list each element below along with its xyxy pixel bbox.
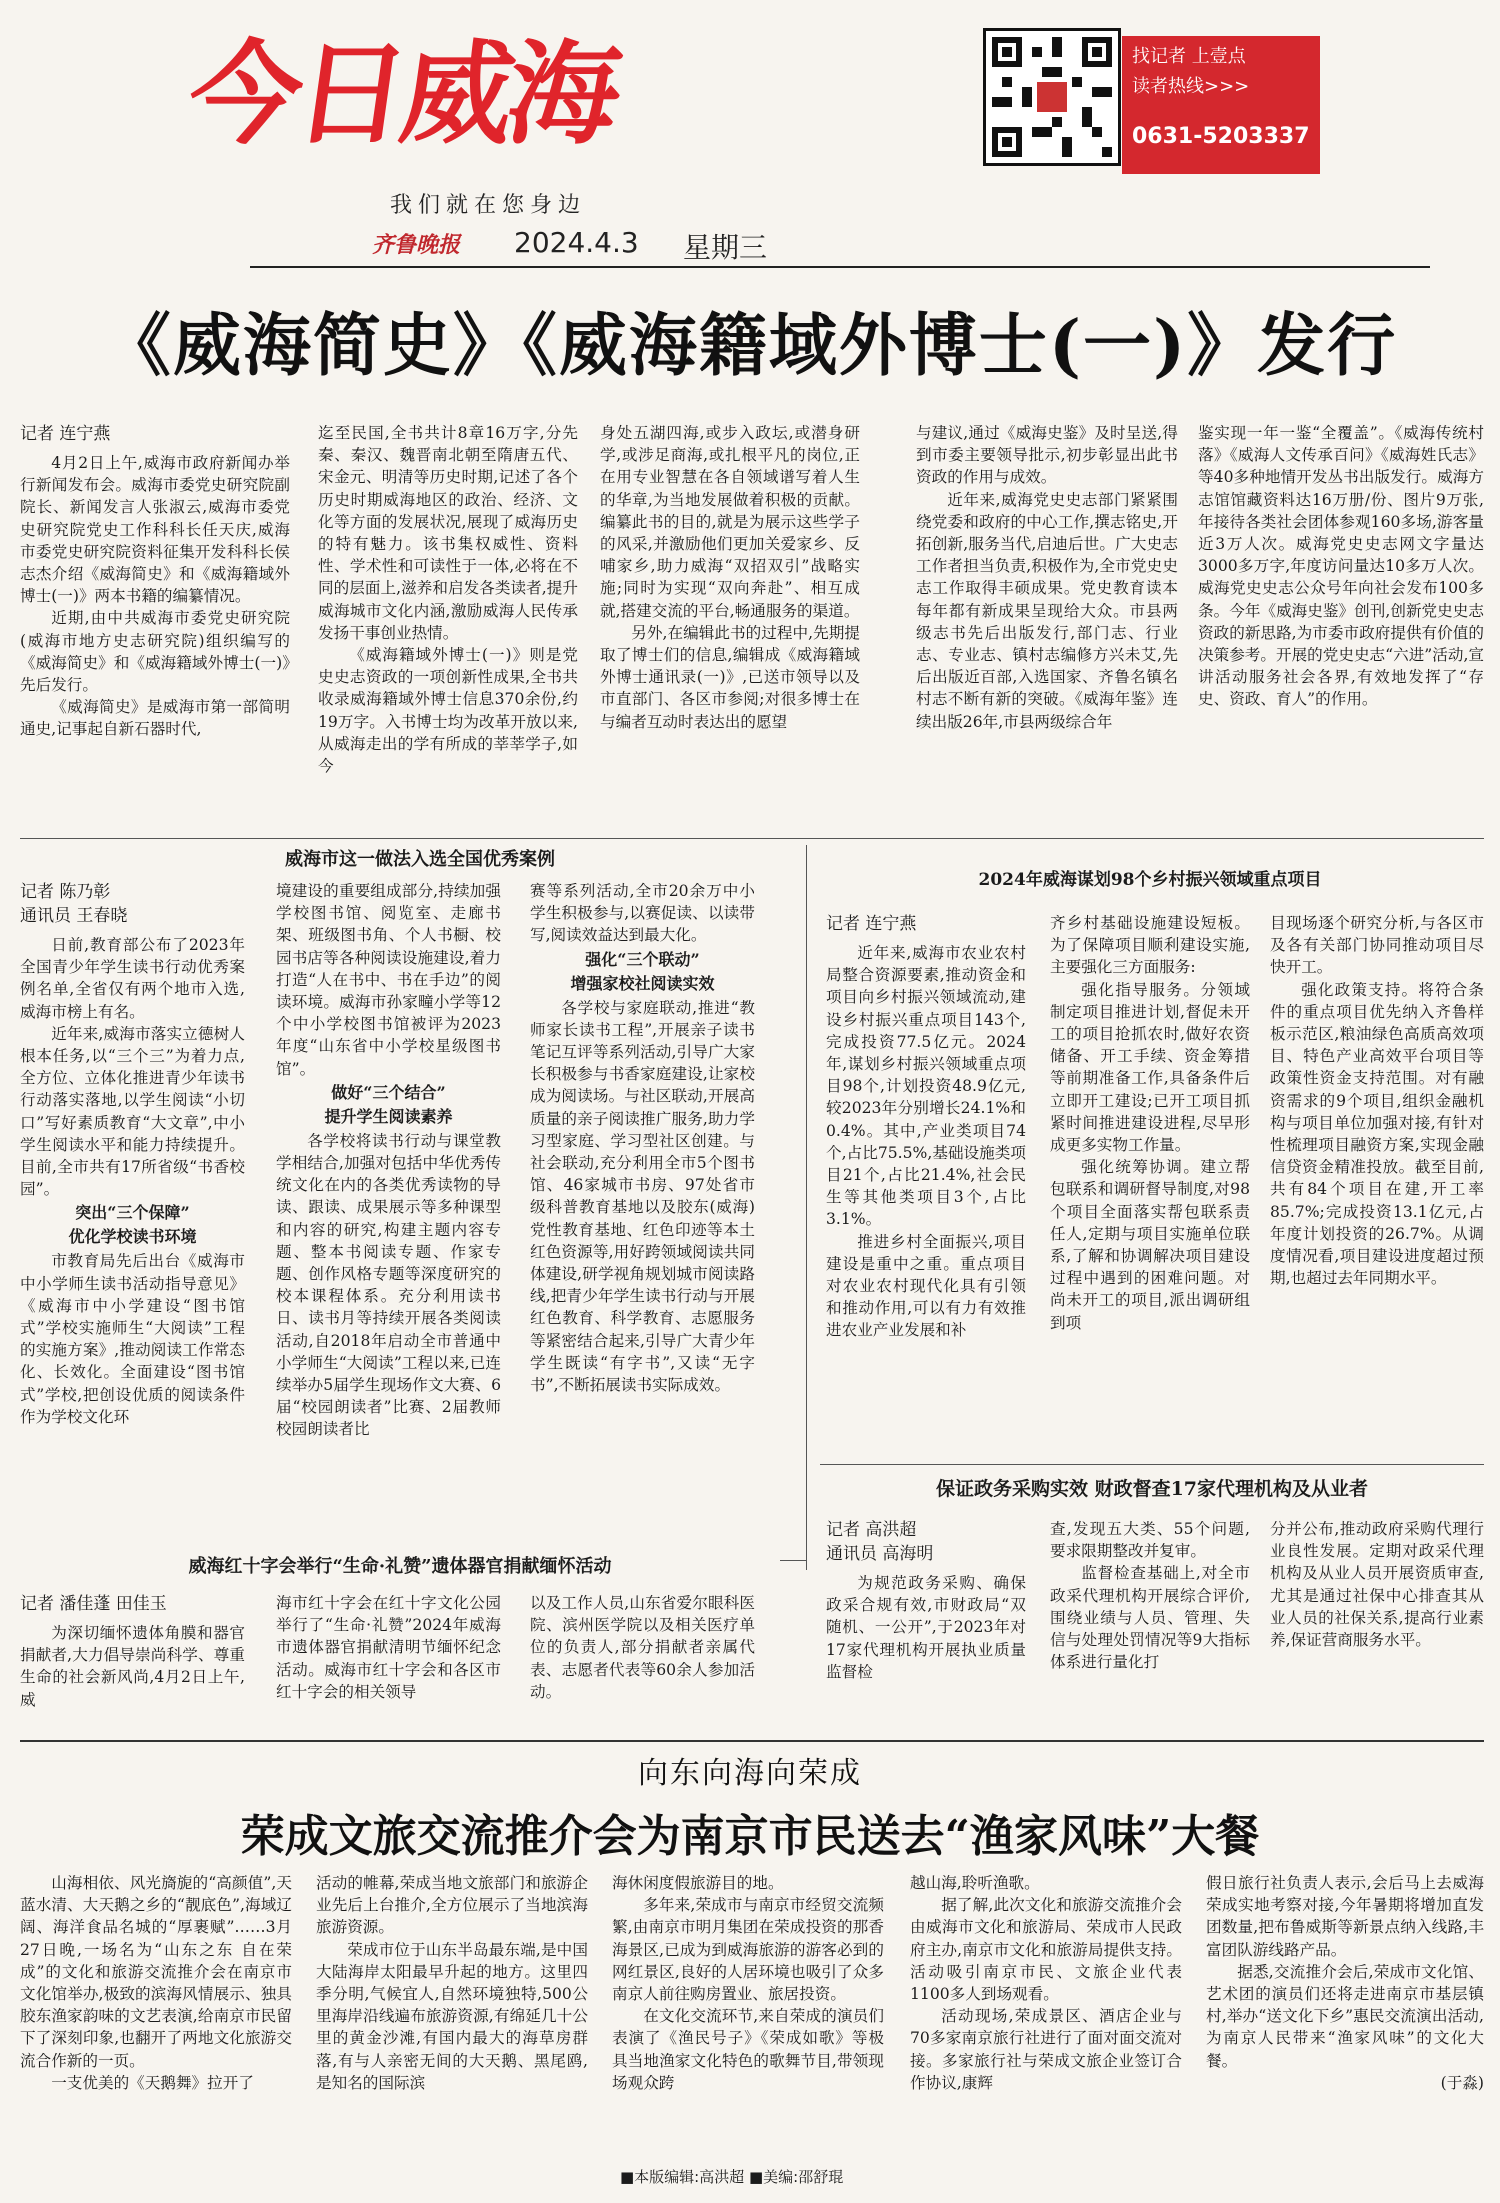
issue-weekday: 星期三 [683, 231, 768, 264]
subheading: 优化学校读书环境 [68, 1227, 197, 1247]
paragraph: 以及工作人员,山东省爱尔眼科医院、滨州医学院以及相关医疗单位的负责人,部分捐献者亲属代表、志愿者代表等60余人参加活动。 [530, 1594, 755, 1701]
paragraph: 目现场逐个研究分析,与各区市及各有关部门协同推动项目尽快开工。 [1270, 914, 1484, 977]
article-1-byline: 记者 连宁燕 [20, 424, 111, 444]
paragraph: 假日旅行社负责人表示,会后马上去威海荣成实地考察对接,今年暑期将增加直发团数量,把布鲁威斯等新景点纳入线路,丰富团队游线路产品。 [1206, 1874, 1484, 1959]
paragraph: 强化政策支持。将符合条件的重点项目优先纳入齐鲁样板示范区,粮油绿色高质高效项目、特色产业高效平台项目等政策性资金支持范围。对有融资需求的9个项目,组织金融机构与项目单位加强对接,有针对性梳理项目融资方案,实现金融信贷资金精准投放。截至目前,共有84个项目在建,开工率85.7%;完成投资13.1亿元,占年度计划投资的26.7%。从调度情况看,项目建设进度超过预期,也超过去年同期水平。 [1270, 980, 1484, 1288]
hotline-line-2: 读者热线>>> [1132, 76, 1250, 97]
paragraph: 多年来,荣成市与南京市经贸交流频繁,由南京市明月集团在荣成投资的那香海景区,已成为到威海旅游的游客必到的网红景区,良好的人居环境也吸引了众多南京人前往购房置业、旅居投资。 [612, 1896, 884, 2004]
divider [20, 1740, 1484, 1742]
paragraph: 强化统筹协调。建立帮包联系和调研督导制度,对98个项目全面落实帮包联系责任人,定期与项目实施单位联系,了解和协调解决项目建设过程中遇到的困难问题。对尚未开工的项目,派出调研组到项 [1050, 1158, 1250, 1332]
paragraph: 另外,在编辑此书的过程中,先期提取了博士们的信息,编辑成《威海籍域外博士通讯录(一)》,已送市领导以及市直部门、各区市参阅;对很多博士在与编者互动时表达出的愿望 [600, 623, 860, 731]
paragraph: 近期,由中共威海市委党史研究院(威海市地方史志研究院)组织编写的《威海简史》和《威海籍域外博士(一)》先后发行。 [20, 609, 290, 695]
qr-code-icon[interactable] [983, 28, 1121, 166]
article-1-col-3 [600, 422, 860, 832]
article-2-byline-2: 通讯员 王春晓 [20, 906, 128, 926]
article-5-col-1 [20, 1592, 245, 1732]
paragraph: 4月2日上午,威海市政府新闻办举行新闻发布会。威海市委党史研究院副院长、新闻发言人张淑云,威海市委党史研究院党史工作科科长任天庆,威海市委党史研究院资料征集开发科科长侯志杰介绍《威海简史》和《威海籍域外博士(一)》两本书籍的编纂情况。 [20, 454, 290, 606]
paragraph: 齐乡村基础设施建设短板。为了保障项目顺利建设实施,主要强化三方面服务: [1050, 914, 1250, 977]
paragraph: 活动的帷幕,荣成当地文旅部门和旅游企业先后上台推介,全方位展示了当地滨海旅游资源。 [316, 1874, 588, 1937]
reader-hotline-box [1122, 36, 1320, 174]
paragraph: 《威海籍域外博士(一)》则是党史史志资政的一项创新性成果,全书共收录威海籍域外博士信息370余份,约19万字。入书博士均为改革开放以来,从威海走出的学有所成的莘莘学子,如今 [318, 646, 578, 776]
article-4-byline-1: 记者 高洪超 [826, 1520, 917, 1540]
paragraph: 海市红十字会在红十字文化公园举行了“生命·礼赞”2024年威海市遗体器官捐献清明节缅怀纪念活动。威海市红十字会和各区市红十字会的相关领导 [276, 1594, 501, 1701]
article-5-col-2 [276, 1592, 501, 1732]
newspaper-name: 齐鲁晚报 [372, 232, 461, 258]
page-footer: ■本版编辑:高洪超 ■美编:邵舒琨 [620, 2168, 844, 2186]
paragraph: 近年来,威海市农业农村局整合资源要素,推动资金和项目向乡村振兴领域流动,建设乡村振兴重点项目143个,完成投资77.5亿元。2024年,谋划乡村振兴领域重点项目98个,计划投资48.9亿元,较2023年分别增长24.1%和0.4%。其中,产业类项目74个,占比75.5%,基础设施类项目21个,占比21.4%,社会民生等其他类项目3个,占比3.1%。 [826, 944, 1026, 1229]
article-1-col-2 [318, 422, 578, 832]
article-4-col-3 [1270, 1518, 1484, 1733]
subheading: 突出“三个保障” [75, 1203, 190, 1223]
paragraph: 《威海简史》是威海市第一部简明通史,记事起自新石器时代, [20, 698, 290, 739]
article-2-col-2 [276, 880, 501, 1560]
paragraph: 强化指导服务。分领域制定项目推进计划,督促未开工的项目抢抓农时,做好农资储备、开工手续、资金筹措等前期准备工作,具备条件后立即开工建设;已开工项目抓紧时间推进建设进程,尽早形成更多实物工作量。 [1050, 980, 1250, 1155]
subheading: 强化“三个联动” [585, 949, 700, 969]
paragraph: 为规范政务采购、确保政采合规有效,市财政局“双随机、一公开”,于2023年对17家代理机构开展执业质量监督检 [826, 1574, 1026, 1681]
paragraph: 鉴实现一年一鉴“全覆盖”。《威海传统村落》《威海人文传承百问》《威海姓氏志》等40多种地情开发丛书出版发行。威海方志馆馆藏资料达16万册/份、图片9万张,年接待各类社会团体参观160多场,游客量近3万人次。威海党史史志网文字量达3000多万字,年度访问量达10多万人次。威海党史史志公众号年向社会发布100多条。今年《威海史鉴》创刊,创新党史史志资政的新思路,为市委市政府提供有价值的决策参考。开展的党史史志“六进”活动,宣讲活动服务社会各界,有效地发挥了“存史、资政、育人”的作用。 [1198, 424, 1484, 709]
article-1-col-4 [916, 422, 1178, 832]
article-2-col-1 [20, 880, 245, 1560]
article-4-col-2 [1050, 1518, 1250, 1733]
paragraph: 为深切缅怀遗体角膜和器官捐献者,大力倡导崇尚科学、尊重生命的社会新风尚,4月2日上午,威 [20, 1624, 245, 1709]
article-1-col-1 [20, 422, 290, 832]
masthead-rule [250, 266, 1430, 268]
divider [20, 838, 1484, 839]
article-3-headline: 2024年威海谋划98个乡村振兴领域重点项目 [978, 870, 1322, 890]
paragraph: 查,发现五大类、55个问题,要求限期整改并复审。 [1050, 1520, 1250, 1561]
hotline-line-1: 找记者 上壹点 [1132, 46, 1246, 67]
article-6-col-2 [316, 1872, 588, 2162]
subheading: 提升学生阅读素养 [324, 1106, 453, 1126]
paragraph: 近年来,威海党史史志部门紧紧围绕党委和政府的中心工作,撰志铭史,开拓创新,服务当代,启迪后世。广大史志工作者担当负责,积极作为,全市党史史志工作取得丰硕成果。党史教育读本每年都有新成果呈现给大众。市县两级志书先后出版发行,部门志、行业志、专业志、镇村志编修方兴未艾,先后出版近百部,入选国家、齐鲁名镇名村志不断有新的突破。《威海年鉴》连续出版26年,市县两级综合年 [916, 490, 1178, 731]
paragraph: 境建设的重要组成部分,持续加强学校图书馆、阅览室、走廊书架、班级图书角、个人书橱、校园书店等各种阅读设施建设,着力打造“人在书中、书在手边”的阅读环境。威海市孙家疃小学等12个中小学校图书馆被评为2023年度“山东省中小学校星级图书馆”。 [276, 882, 501, 1078]
article-6-col-5 [1206, 1872, 1484, 2162]
author-signature: (于淼) [1440, 2073, 1484, 2092]
article-6-col-3 [612, 1872, 884, 2162]
article-1-col-5 [1198, 422, 1484, 832]
paragraph: 推进乡村全面振兴,项目建设是重中之重。重点项目对农业农村现代化具有引领和推动作用,可以有力有效推进农业产业发展和补 [826, 1232, 1026, 1340]
article-6-col-1 [20, 1872, 292, 2162]
divider [820, 1464, 1484, 1465]
paragraph: 与建议,通过《威海史鉴》及时呈送,得到市委主要领导批示,初步彰显出此书资政的作用与成效。 [916, 424, 1178, 487]
paragraph: 山海相依、风光旖旎的“高颜值”,天蓝水清、大天鹅之乡的“靓底色”,海域辽阔、海洋食品名城的“厚裹赋”……3月27日晚,一场名为“山东之东 自在荣成”的文化和旅游交流推介会在南京市文化馆举办,极致的滨海风情展示、独具胶东渔家韵味的文艺表演,给南京市民留下了深刻印象,也翻开了两地文化旅游交流合作新的一页。 [20, 1874, 292, 2070]
article-6-kicker: 向东向海向荣成 [638, 1756, 862, 1791]
masthead-slogan: 我们就在您身边 [390, 193, 587, 218]
article-2-headline: 威海市这一做法入选全国优秀案例 [285, 849, 555, 870]
article-3-byline: 记者 连宁燕 [826, 914, 917, 934]
issue-date: 2024.4.3 [514, 226, 639, 259]
article-2-col-3 [530, 880, 755, 1560]
paragraph: 据悉,交流推介会后,荣成市文化馆、艺术团的演员们还将走进南京市基层镇村,举办“送文化下乡”惠民交流演出活动,为南京人民带来“渔家风味”的文化大餐。 [1206, 1962, 1484, 2070]
article-6-headline: 荣成文旅交流推介会为南京市民送去“渔家风味”大餐 [240, 1811, 1260, 1862]
paragraph: 活动现场,荣成景区、酒店企业与70多家南京旅行社进行了面对面交流对接。多家旅行社与荣成文旅企业签订合作协议,康辉 [910, 2007, 1182, 2092]
article-4-byline-2: 通讯员 高海明 [826, 1544, 934, 1564]
article-4-col-1 [826, 1518, 1026, 1733]
article-5-headline: 威海红十字会举行“生命·礼赞”遗体器官捐献缅怀活动 [20, 1552, 780, 1578]
subheading: 做好“三个结合” [331, 1082, 446, 1102]
paragraph: 赛等系列活动,全市20余万中小学生积极参与,以赛促读、以读带写,阅读效益达到最大化。 [530, 882, 755, 945]
paragraph: 各学校将读书行动与课堂教学相结合,加强对包括中华优秀传统文化在内的各类优秀读物的导读、跟读、成果展示等多种课型和内容的研究,构建主题内容专题、整本书阅读专题、作家专题、创作风格专题等深度研究的校本课程体系。充分利用读书日、读书月等持续开展各类阅读活动,自2018年启动全市普通中小学师生“大阅读”工程以来,已连续举办5届学生现场作文大赛、6届“校园朗读者”比赛、2届教师校园朗读者比 [276, 1131, 501, 1439]
paragraph: 在文化交流环节,来自荣成的演员们表演了《渔民号子》《荣成如歌》等极具当地渔家文化特色的歌舞节目,带领现场观众跨 [612, 2007, 884, 2092]
paragraph: 一支优美的《天鹅舞》拉开了 [51, 2073, 254, 2092]
article-5-byline: 记者 潘佳蓬 田佳玉 [20, 1594, 167, 1614]
paragraph: 身处五湖四海,或步入政坛,或潜身研学,或涉足商海,或扎根平凡的岗位,正在用专业智慧在各自领域谱写着人生的华章,为当地发展做着积极的贡献。编纂此书的目的,就是为展示这些学子的风采,并激励他们更加关爱家乡、反哺家乡,助力威海“双招双引”战略实施;同时为实现“双向奔赴”、相互成就,搭建交流的平台,畅通服务的渠道。 [600, 424, 860, 620]
paragraph: 各学校与家庭联动,推进“教师家长读书工程”,开展亲子读书笔记互评等系列活动,引导广大家长积极参与书香家庭建设,让家校成为阅读场。与社区联动,开展高质量的亲子阅读推广服务,助力学习型家庭、学习型社区创建。与社会联动,充分利用全市5个图书馆、46家城市书房、97处省市级科普教育基地以及胶东(威海)党性教育基地、红色印迹等本土红色资源等,用好跨领域阅读共同体建设,研学视角规划城市阅读路线,把青少年学生读书行动与开展红色教育、科学教育、志愿服务等紧密结合起来,引导广大青少年学生既读“有字书”,又读“无字书”,不断拓展读书实际成效。 [530, 998, 755, 1395]
column-divider [806, 845, 807, 1570]
paragraph: 迄至民国,全书共计8章16万字,分先秦、秦汉、魏晋南北朝至隋唐五代、宋金元、明清等历史时期,记述了各个历史时期威海地区的政治、经济、文化等方面的发展状况,展现了威海历史的特有魅力。该书集权威性、资料性、学术性和可读性于一体,必将在不同的层面上,滋养和启发各类读者,提升威海城市文化内涵,激励威海人民传承发扬干事创业热情。 [318, 424, 578, 642]
masthead-title: 今日威海 [180, 30, 624, 160]
article-1-headline: 《威海简史》《威海籍域外博士(一)》发行 [102, 306, 1398, 386]
paragraph: 荣成市位于山东半岛最东端,是中国大陆海岸太阳最早升起的地方。这里四季分明,气候宜人,自然环境独特,500公里海岸沿线遍布旅游资源,有绵延几十公里的黄金沙滩,有国内最大的海草房群落,有与人亲密无间的大天鹅、黑尾鸥,是知名的国际滨 [316, 1940, 588, 2092]
article-5-col-3 [530, 1592, 755, 1732]
paragraph: 监督检查基础上,对全市政采代理机构开展综合评价,围绕业绩与人员、管理、失信与处理处罚情况等9大指标体系进行量化打 [1050, 1564, 1250, 1672]
article-2-byline-1: 记者 陈乃彰 [20, 882, 111, 902]
article-4-headline: 保证政务采购实效 财政督查17家代理机构及从业者 [935, 1478, 1369, 1500]
qr-pattern [992, 37, 1112, 157]
paragraph: 日前,教育部公布了2023年全国青少年学生读书行动优秀案例名单,全省仅有两个地市入选,威海市榜上有名。 [20, 936, 245, 1021]
hotline-phone: 0631-5203337 [1132, 124, 1310, 149]
paragraph: 越山海,聆听渔歌。 [910, 1874, 1040, 1892]
paragraph: 分并公布,推动政府采购代理行业良性发展。定期对政采代理机构及从业人员开展资质审查,尤其是通过社保中心排查其从业人员的社保关系,提高行业素养,保证营商服务水平。 [1270, 1520, 1484, 1650]
paragraph: 市教育局先后出台《威海市中小学师生读书活动指导意见》《威海市中小学建设“图书馆式”学校实施师生“大阅读”工程的实施方案》,推动阅读工作常态化、长效化。全面建设“图书馆式”学校,把创设优质的阅读条件作为学校文化环 [20, 1252, 245, 1426]
subheading: 增强家校社阅读实效 [570, 973, 715, 993]
paragraph: 据了解,此次文化和旅游交流推介会由威海市文化和旅游局、荣成市人民政府主办,南京市文化和旅游局提供支持。活动吸引南京市民、文旅企业代表1100多人到场观看。 [910, 1896, 1182, 2004]
paragraph: 近年来,威海市落实立德树人根本任务,以“三个三”为着力点,全方位、立体化推进青少年读书行动落实落地,以学生阅读“小切口”写好素质教育“大文章”,中小学生阅读水平和能力持续提升。目前,全市共有17所省级“书香校园”。 [20, 1024, 245, 1199]
paragraph: 海休闲度假旅游目的地。 [612, 1874, 784, 1892]
article-6-col-4 [910, 1872, 1182, 2162]
